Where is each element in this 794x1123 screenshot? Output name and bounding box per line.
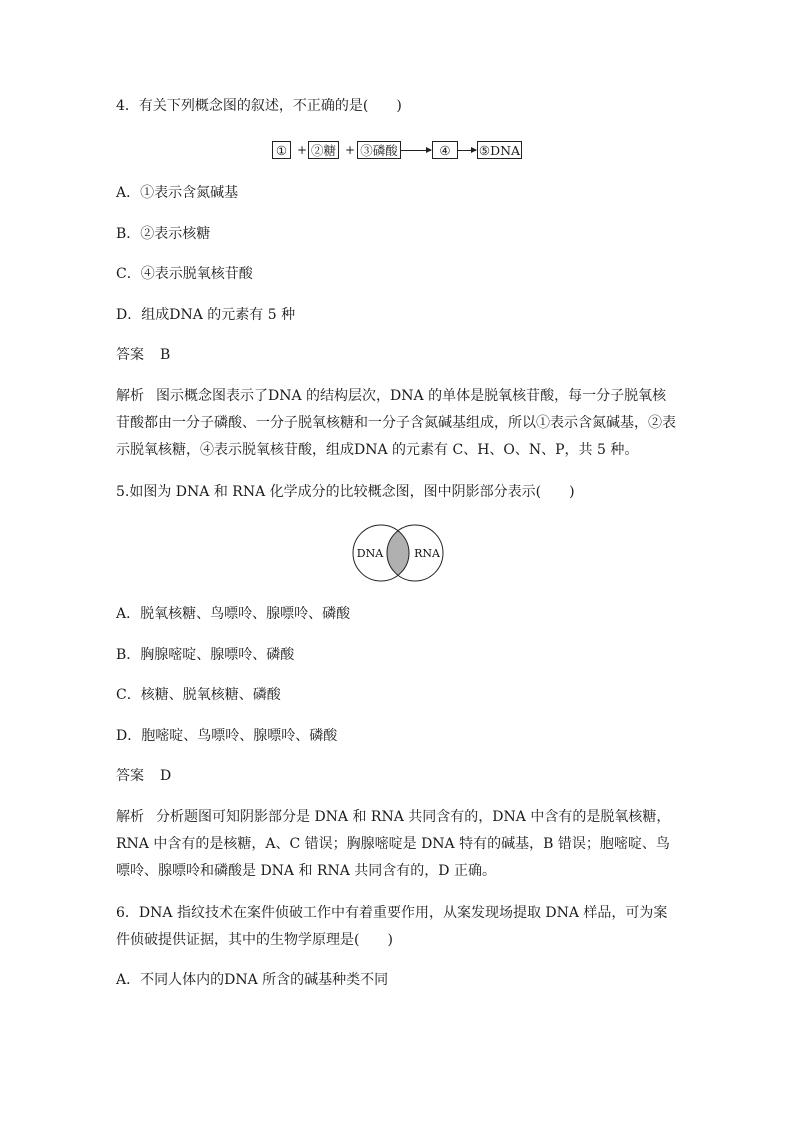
plus-sign: + (345, 143, 356, 157)
q4-option-b: B．②表示核糖 (116, 226, 211, 242)
venn-label-dna: DNA (356, 547, 384, 560)
q4-option-d: D．组成DNA 的元素有 5 种 (116, 307, 296, 323)
answer-value: B (160, 347, 171, 363)
q4-option-a: A．①表示含氮碱基 (116, 185, 239, 201)
plus-sign: + (297, 143, 308, 157)
q5-analysis (116, 804, 678, 885)
diagram-box-5: ⑤DNA (478, 143, 521, 158)
q4-stem: 4．有关下列概念图的叙述，不正确的是( ) (116, 98, 402, 114)
arrow-right-icon (401, 150, 431, 151)
q5-option-d: D．胞嘧啶、鸟嘌呤、腺嘌呤、磷酸 (116, 728, 338, 744)
diagram-box-2: ②糖 (308, 141, 339, 159)
diagram-box-3: ③磷酸 (357, 141, 401, 159)
analysis-text: 分析题图可知阴影部分是 DNA 和 RNA 共同含有的，DNA 中含有的是脱氧核糖，RNA 中含有的是核糖，A、C 错误；胸腺嘧啶是 DNA 特有的碱基，B 错误；胞嘧啶、鸟嘌呤、腺嘌呤和磷酸是 DNA 和 RNA 共同含有的，D 正确。 (116, 809, 671, 879)
q5-option-b: B．胸腺嘧啶、腺嘌呤、磷酸 (116, 647, 295, 663)
answer-value: D (160, 768, 172, 784)
diagram-box-4: ④ (432, 141, 458, 159)
venn-label-rna: RNA (414, 547, 440, 560)
answer-label: 答案 (116, 347, 144, 363)
q5-stem: 5.如图为 DNA 和 RNA 化学成分的比较概念图，图中阴影部分表示( ) (116, 484, 575, 500)
analysis-label: 解析 (116, 388, 144, 404)
venn-diagram (352, 524, 444, 582)
q5-answer (116, 766, 171, 786)
diagram-box-1: ① (272, 141, 291, 159)
q5-option-a: A．脱氧核糖、鸟嘌呤、腺嘌呤、磷酸 (116, 606, 351, 622)
analysis-label: 解析 (116, 809, 144, 825)
q6-stem: 6．DNA 指纹技术在案件侦破工作中有着重要作用，从案发现场提取 DNA 样品，可为案件侦破提供证据，其中的生物学原理是( ) (116, 905, 668, 948)
q6-option-a: A．不同人体内的DNA 所含的碱基种类不同 (116, 972, 389, 988)
answer-label: 答案 (116, 768, 144, 784)
q4-analysis (116, 383, 678, 464)
q4-option-c: C．④表示脱氧核苷酸 (116, 266, 253, 282)
q4-answer (116, 345, 170, 365)
q5-option-c: C．核糖、脱氧核糖、磷酸 (116, 687, 281, 703)
analysis-text: 图示概念图表示了DNA 的结构层次，DNA 的单体是脱氧核苷酸，每一分子脱氧核苷酸都由一分子磷酸、一分子脱氧核糖和一分子含氮碱基组成，所以①表示含氮碱基，②表示脱氧核糖，④表示脱氧核苷酸，组成DNA 的元素有 C、H、O、N、P，共 5 种。 (116, 388, 676, 458)
arrow-right-icon (458, 150, 476, 151)
